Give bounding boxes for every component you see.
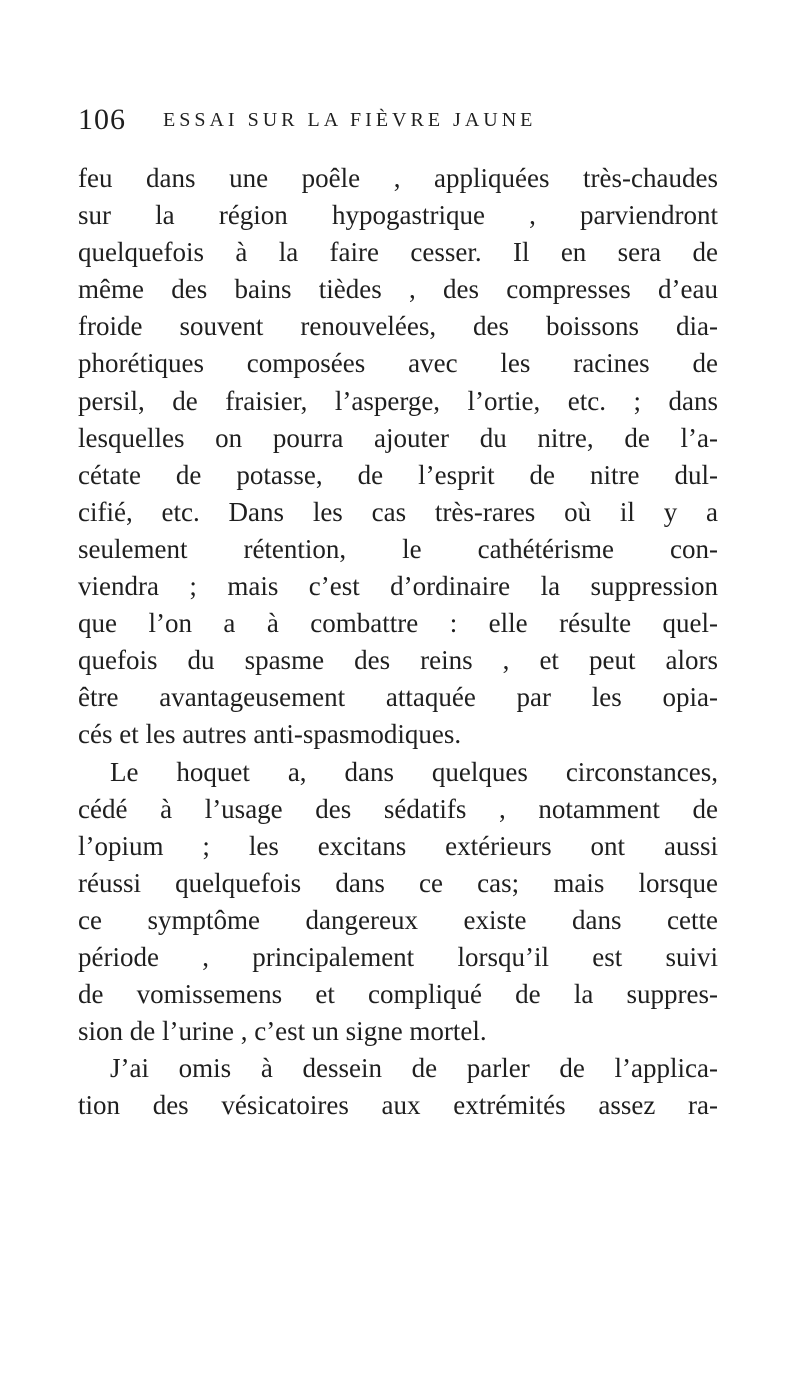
body-text — [78, 160, 718, 1124]
text-line: seulement rétention, le cathétérisme con- — [78, 533, 718, 564]
text-line: quelquefois à la faire cesser. Il en sera de — [78, 237, 718, 268]
text-line: réussi quelquefois dans ce cas; mais lorsque — [78, 867, 718, 898]
text-line: tion des vésicatoires aux extrémités assez ra- — [78, 1090, 718, 1121]
text-line: viendra ; mais c’est d’ordinaire la suppression — [78, 571, 718, 602]
text-line: phorétiques composées avec les racines de — [78, 348, 718, 379]
text-line: feu dans une poêle , appliquées très-chaudes — [78, 163, 718, 193]
text-line: Le hoquet a, dans quelques circonstances, — [110, 756, 718, 787]
text-line: que l’on a à combattre : elle résulte quel- — [78, 608, 718, 639]
text-line: être avantageusement attaquée par les opia- — [78, 682, 718, 713]
text-line: cédé à l’usage des sédatifs , notamment de — [78, 793, 718, 824]
text-line: cétate de potasse, de l’esprit de nitre dul- — [78, 459, 718, 490]
text-line: persil, de fraisier, l’asperge, l’ortie, etc. ; dans — [78, 385, 718, 416]
text-line: ce symptôme dangereux existe dans cette — [78, 904, 718, 935]
page-number: 106 — [78, 103, 126, 136]
text-line: de vomissemens et compliqué de la suppres- — [78, 979, 718, 1010]
running-head — [78, 100, 718, 140]
text-line: cés et les autres anti-spasmodiques. — [78, 719, 462, 750]
text-line: froide souvent renouvelées, des boissons dia- — [78, 311, 718, 342]
text-line: quefois du spasme des reins , et peut alors — [78, 645, 718, 676]
text-line: lesquelles on pourra ajouter du nitre, de l’a- — [78, 422, 718, 453]
running-title: ESSAI SUR LA FIÈVRE JAUNE — [163, 109, 537, 131]
text-line: sion de l’urine , c’est un signe mortel. — [78, 1016, 487, 1047]
text-line: sur la région hypogastrique , parviendront — [78, 200, 718, 231]
text-line: cifié, etc. Dans les cas très-rares où il y a — [78, 496, 718, 527]
text-line: l’opium ; les excitans extérieurs ont aussi — [78, 830, 718, 861]
text-line: période , principalement lorsqu’il est suivi — [78, 941, 718, 972]
text-line: même des bains tièdes , des compresses d’eau — [78, 274, 718, 305]
text-line: J’ai omis à dessein de parler de l’applica- — [110, 1053, 718, 1084]
